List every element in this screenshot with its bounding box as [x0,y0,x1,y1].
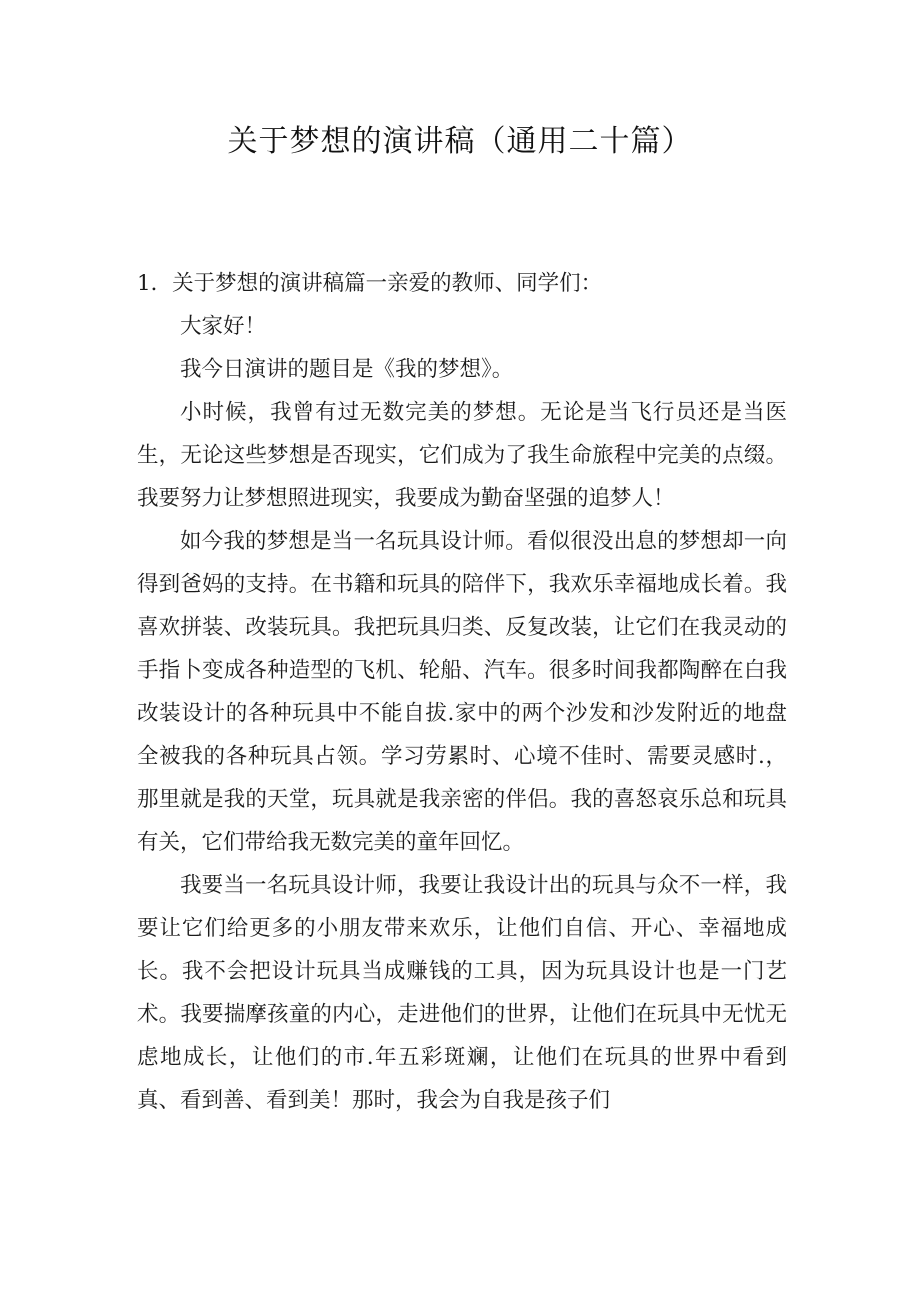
paragraph-childhood-dreams: 小时候，我曾有过无数完美的梦想。无论是当飞行员还是当医生，无论这些梦想是否现实，它们成为了我生命旅程中完美的点缀。我要努力让梦想照进现实，我要成为勤奋坚强的追梦人！ [137,400,787,511]
document-title: 关于梦想的演讲稿（通用二十篇） [227,124,693,159]
paragraph-greeting: 大家好！ [180,314,267,339]
document-body [137,262,787,1122]
paragraph-designer-goals: 我要当一名玩具设计师，我要让我设计出的玩具与众不一样，我要让它们给更多的小朋友带来欢乐，让他们自信、开心、幸福地成长。我不会把设计玩具当成赚钱的工具，因为玩具设计也是一门艺术。我要揣摩孩童的内心，走进他们的世界，让他们在玩具中无忧无虑地成长，让他们的市.年五彩斑斓，让他们在玩具的世界中看到真、看到善、看到美！那时，我会为自我是孩子们 [137,873,787,1113]
paragraph-toy-designer-dream: 如今我的梦想是当一名玩具设计师。看似很没出息的梦想却一向得到爸妈的支持。在书籍和玩具的陪伴下，我欢乐幸福地成长着。我喜欢拼装、改装玩具。我把玩具归类、反复改装，让它们在我灵动的手指卜变成各种造型的飞机、轮船、汽车。很多时间我都陶醉在白我改装设计的各种玩具中不能自拔.家中的两个沙发和沙发附近的地盘全被我的各种玩具占领。学习劳累时、心境不佳时、需要灵感时.，那里就是我的天堂，玩具就是我亲密的伴侣。我的喜怒哀乐总和玩具有关，它们带给我无数完美的童年回忆。 [137,529,787,855]
paragraph-heading: 1．关于梦想的演讲稿篇一亲爱的教师、同学们： [137,271,603,296]
paragraph-topic: 我今日演讲的题目是《我的梦想》。 [180,357,514,382]
